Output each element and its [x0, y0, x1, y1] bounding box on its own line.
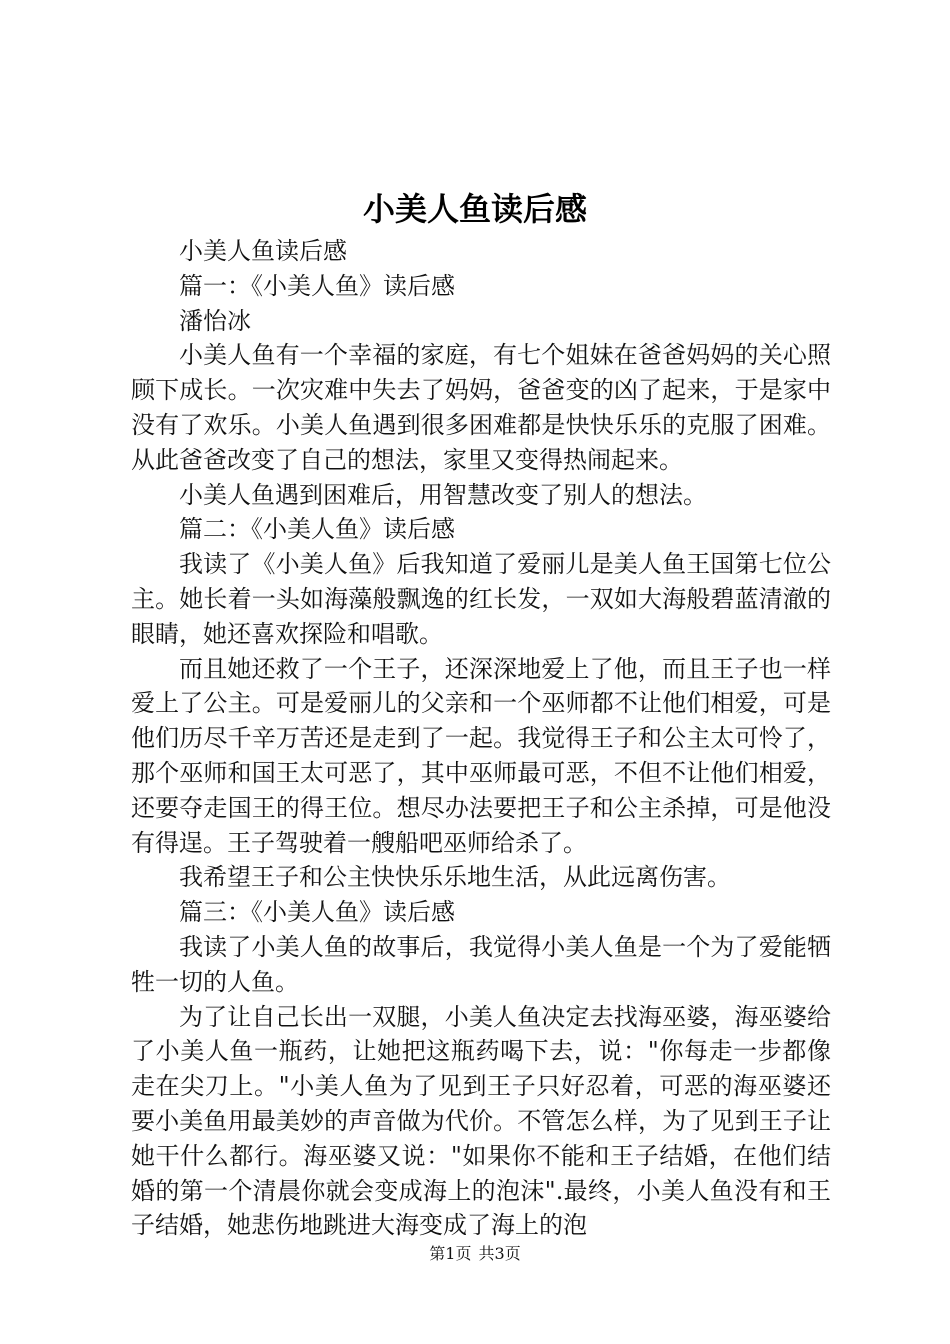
paragraph-subtitle: 小美人鱼读后感: [179, 237, 347, 265]
paragraph: 而且她还救了一个王子，还深深地爱上了他，而且王子也一样爱上了公主。可是爱丽儿的父亲和一个巫师都不让他们相爱，可是他们历尽千辛万苦还是走到了一起。我觉得王子和公主太可怜了，那个巫师和国王太可恶了，其中巫师最可恶，不但不让他们相爱，还要夺走国王的得王位。想尽办法要把王子和公主杀掉，可是他没有得逞。王子驾驶着一艘船吧巫师给杀了。: [131, 654, 831, 857]
paragraph-section-2-heading: 篇二：《小美人鱼》读后感: [179, 515, 455, 544]
paragraph: 我希望王子和公主快快乐乐地生活，从此远离伤害。: [179, 863, 731, 892]
paragraph-author: 潘怡冰: [179, 306, 251, 335]
paragraph: 小美人鱼遇到困难后，用智慧改变了别人的想法。: [179, 480, 707, 509]
paragraph: 我读了小美人鱼的故事后，我觉得小美人鱼是一个为了爱能牺牲一切的人鱼。: [131, 932, 831, 996]
page-total: 共3页: [478, 1244, 521, 1263]
document-body: [131, 234, 831, 1243]
page-number: 第1页: [429, 1244, 472, 1263]
paragraph: 为了让自己长出一双腿，小美人鱼决定去找海巫婆，海巫婆给了小美人鱼一瓶药，让她把这瓶药喝下去，说："你每走一步都像走在尖刀上。"小美人鱼为了见到王子只好忍着，可恶的海巫婆还要小美鱼用最美妙的声音做为代价。不管怎么样，为了见到王子让她干什么都行。海巫婆又说："如果你不能和王子结婚，在他们结婚的第一个清晨你就会变成海上的泡沫".最终，小美人鱼没有和王子结婚，她悲伤地跳进大海变成了海上的泡: [131, 1002, 831, 1240]
paragraph: 我读了《小美人鱼》后我知道了爱丽儿是美人鱼王国第七位公主。她长着一头如海藻般飘逸的红长发，一双如大海般碧蓝清澈的眼睛，她还喜欢探险和唱歌。: [131, 550, 831, 648]
paragraph: 小美人鱼有一个幸福的家庭，有七个姐妹在爸爸妈妈的关心照顾下成长。一次灾难中失去了妈妈，爸爸变的凶了起来，于是家中没有了欢乐。小美人鱼遇到很多困难都是快快乐乐的克服了困难。从此爸爸改变了自己的想法，家里又变得热闹起来。: [131, 341, 831, 474]
document-title: 小美人鱼读后感: [362, 190, 587, 228]
paragraph-section-3-heading: 篇三：《小美人鱼》读后感: [179, 898, 455, 927]
paragraph-section-1-heading: 篇一：《小美人鱼》读后感: [179, 271, 455, 300]
page-footer: [0, 1242, 950, 1266]
